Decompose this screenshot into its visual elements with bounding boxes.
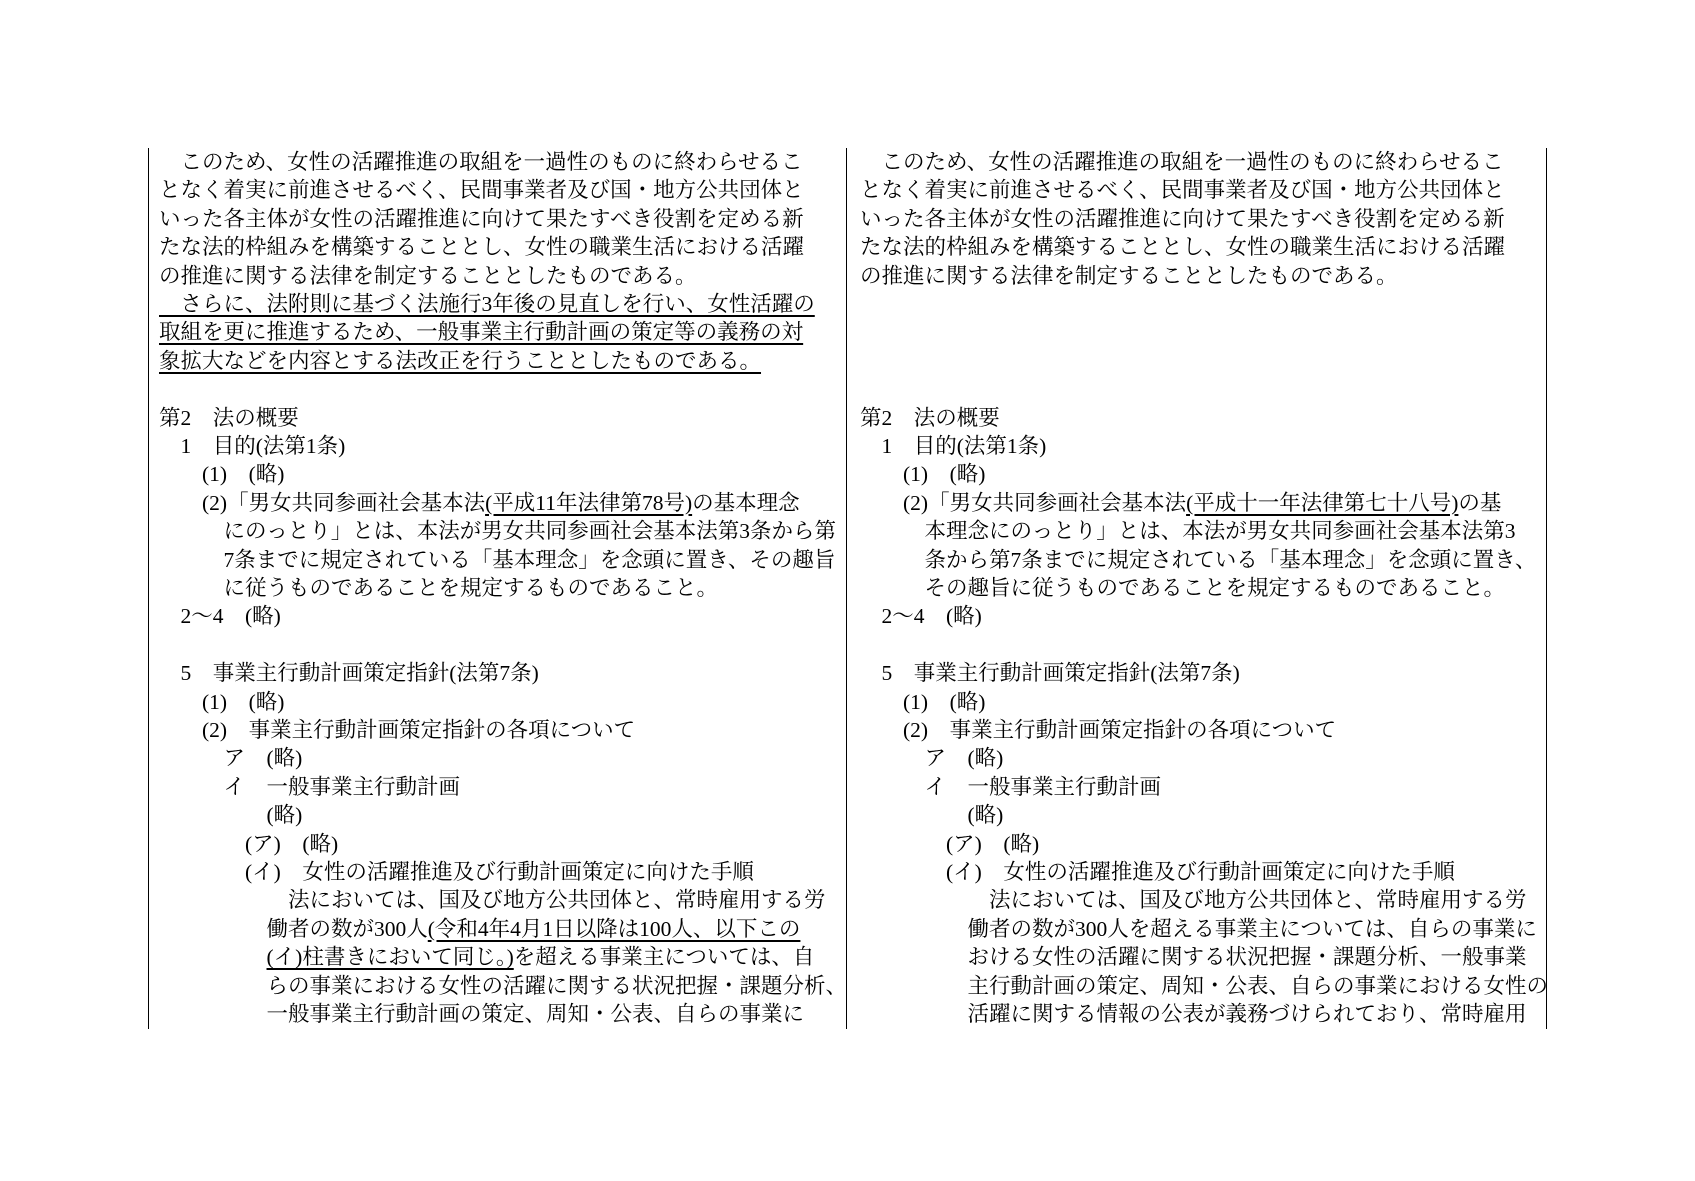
text-line: [860, 688, 985, 716]
text-segment: ア (略): [860, 746, 1004, 771]
text-line: [159, 347, 761, 375]
text-segment: (略): [860, 803, 1004, 828]
text-line: [860, 773, 1161, 801]
text-segment: ア (略): [159, 746, 303, 771]
text-segment: となく着実に前進させるべく、民間事業者及び国・地方公共団体と: [159, 178, 804, 203]
text-line: [159, 574, 718, 602]
amended-text: 取組を更に推進するため、一般事業主行動計画の策定等の義務の対: [159, 320, 804, 345]
table-border-right: [1546, 148, 1547, 1029]
text-segment: の基本理念: [692, 490, 800, 515]
text-line: [860, 460, 985, 488]
column-divider: [846, 148, 847, 1029]
text-segment: にのっとり」とは、本法が男女共同参画社会基本法第3条から第: [159, 519, 837, 544]
text-line: [159, 176, 804, 204]
text-segment: を超える事業主については、自: [513, 945, 815, 970]
text-line: [159, 318, 803, 346]
text-segment: 主行動計画の策定、周知・公表、自らの事業における女性の: [860, 973, 1549, 998]
text-segment: (2)「男女共同参画社会基本法: [860, 490, 1187, 515]
text-line: [159, 460, 284, 488]
text-line: [159, 148, 803, 176]
text-line: [159, 1000, 804, 1028]
text-segment: (イ) 女性の活躍推進及び行動計画策定に向けた手順: [159, 860, 754, 884]
text-line: [159, 659, 539, 687]
text-segment: (1) (略): [860, 462, 986, 487]
text-line: [860, 972, 1548, 1000]
text-line: [159, 489, 800, 517]
amended-text: さらに、法附則に基づく法施行3年後の見直しを行い、女性活躍の: [159, 292, 815, 316]
text-segment: 法においては、国及び地方公共団体と、常時雇用する労: [159, 888, 826, 913]
text-segment: 第2 法の概要: [159, 405, 299, 430]
text-line: [860, 1000, 1527, 1028]
text-line: [159, 602, 281, 630]
text-line: [860, 574, 1505, 602]
text-line: [860, 602, 982, 630]
text-line: [159, 830, 338, 858]
text-segment: 働者の数が300人: [159, 916, 428, 941]
text-segment: (1) (略): [159, 462, 285, 487]
text-segment: たな法的枠組みを構築することとし、女性の職業生活における活躍: [159, 235, 805, 260]
text-line: [860, 886, 1527, 914]
text-line: [860, 176, 1505, 204]
text-segment: の基: [1458, 490, 1502, 515]
text-line: [159, 773, 460, 801]
text-segment: イ 一般事業主行動計画: [159, 774, 461, 799]
amended-text: (平成十一年法律第七十八号): [1186, 490, 1459, 515]
amended-text: (イ)柱書きにおいて同じ。): [266, 945, 514, 970]
text-segment: 2～4 (略): [860, 604, 982, 629]
text-segment: 法においては、国及び地方公共団体と、常時雇用する労: [860, 888, 1527, 913]
text-line: [860, 148, 1504, 176]
text-line: [159, 972, 847, 1000]
text-line: [159, 546, 835, 574]
text-line: [159, 205, 804, 233]
text-segment: その趣旨に従うものであることを規定するものであること。: [860, 576, 1506, 600]
text-segment: 活躍に関する情報の公表が義務づけられており、常時雇用: [860, 1002, 1527, 1026]
text-line: [860, 744, 1003, 772]
text-line: [159, 262, 697, 290]
text-segment: たな法的枠組みを構築することとし、女性の職業生活における活躍: [860, 235, 1506, 260]
text-segment: 5 事業主行動計画策定指針(法第7条): [860, 661, 1240, 686]
text-segment: (2) 事業主行動計画策定指針の各項について: [860, 718, 1337, 742]
text-segment: (イ) 女性の活躍推進及び行動計画策定に向けた手順: [860, 860, 1455, 884]
text-line: [860, 659, 1240, 687]
text-segment: の推進に関する法律を制定することとしたものである。: [860, 263, 1398, 288]
text-segment: いった各主体が女性の活躍推進に向けて果たすべき役割を定める新: [860, 206, 1505, 231]
text-segment: (1) (略): [159, 689, 285, 714]
text-line: [159, 688, 284, 716]
amended-text: 象拡大などを内容とする法改正を行うこととしたものである。: [159, 348, 762, 373]
text-segment: このため、女性の活躍推進の取組を一過性のものに終わらせるこ: [159, 150, 803, 174]
text-segment: 1 目的(法第1条): [860, 434, 1047, 458]
text-segment: (ア) (略): [860, 831, 1040, 856]
text-segment: (2) 事業主行動計画策定指針の各項について: [159, 718, 636, 742]
text-segment: 5 事業主行動計画策定指針(法第7条): [159, 661, 539, 686]
text-line: [860, 716, 1336, 744]
text-segment: に従うものであることを規定するものであること。: [159, 576, 719, 600]
text-segment: (2)「男女共同参画社会基本法: [159, 490, 486, 515]
text-line: [159, 915, 800, 943]
text-segment: 一般事業主行動計画の策定、周知・公表、自らの事業に: [159, 1002, 805, 1026]
text-line: [159, 943, 814, 971]
text-line: [860, 404, 1000, 432]
text-line: [860, 262, 1398, 290]
text-segment: 2～4 (略): [159, 604, 281, 629]
text-segment: いった各主体が女性の活躍推進に向けて果たすべき役割を定める新: [159, 206, 804, 231]
text-line: [860, 915, 1537, 943]
text-segment: 本理念にのっとり」とは、本法が男女共同参画社会基本法第3: [860, 519, 1516, 544]
text-line: [860, 546, 1536, 574]
text-segment: 7条までに規定されている「基本理念」を念頭に置き、その趣旨: [159, 547, 836, 572]
text-line: [860, 517, 1516, 545]
text-segment: (ア) (略): [159, 831, 339, 856]
text-line: [159, 744, 302, 772]
amended-text: (令和4年4月1日以降は100人、以下この: [427, 916, 801, 941]
text-line: [159, 233, 804, 261]
text-segment: [159, 945, 267, 969]
text-segment: 第2 法の概要: [860, 405, 1000, 430]
text-segment: (略): [159, 803, 303, 828]
text-line: [860, 801, 1003, 829]
text-segment: このため、女性の活躍推進の取組を一過性のものに終わらせるこ: [860, 150, 1504, 174]
text-segment: となく着実に前進させるべく、民間事業者及び国・地方公共団体と: [860, 178, 1505, 203]
text-segment: おける女性の活躍に関する状況把握・課題分析、一般事業: [860, 945, 1527, 970]
text-line: [860, 233, 1505, 261]
text-line: [860, 830, 1039, 858]
text-line: [860, 205, 1505, 233]
text-segment: イ 一般事業主行動計画: [860, 774, 1162, 799]
text-line: [159, 801, 302, 829]
text-segment: 条から第7条までに規定されている「基本理念」を念頭に置き、: [860, 547, 1537, 572]
text-segment: らの事業における女性の活躍に関する状況把握・課題分析、: [159, 973, 848, 998]
text-line: [860, 489, 1501, 517]
text-line: [860, 943, 1527, 971]
text-segment: 1 目的(法第1条): [159, 434, 346, 458]
text-line: [159, 716, 635, 744]
text-segment: 働者の数が300人を超える事業主については、自らの事業に: [860, 916, 1537, 941]
text-line: [159, 290, 815, 318]
table-border-left: [148, 148, 149, 1029]
text-line: [159, 517, 836, 545]
text-line: [159, 858, 754, 886]
text-segment: (1) (略): [860, 689, 986, 714]
text-line: [860, 432, 1046, 460]
amended-text: (平成11年法律第78号): [485, 490, 693, 515]
text-line: [159, 886, 826, 914]
text-line: [860, 858, 1455, 886]
text-segment: の推進に関する法律を制定することとしたものである。: [159, 263, 697, 288]
text-line: [159, 404, 299, 432]
text-line: [159, 432, 345, 460]
